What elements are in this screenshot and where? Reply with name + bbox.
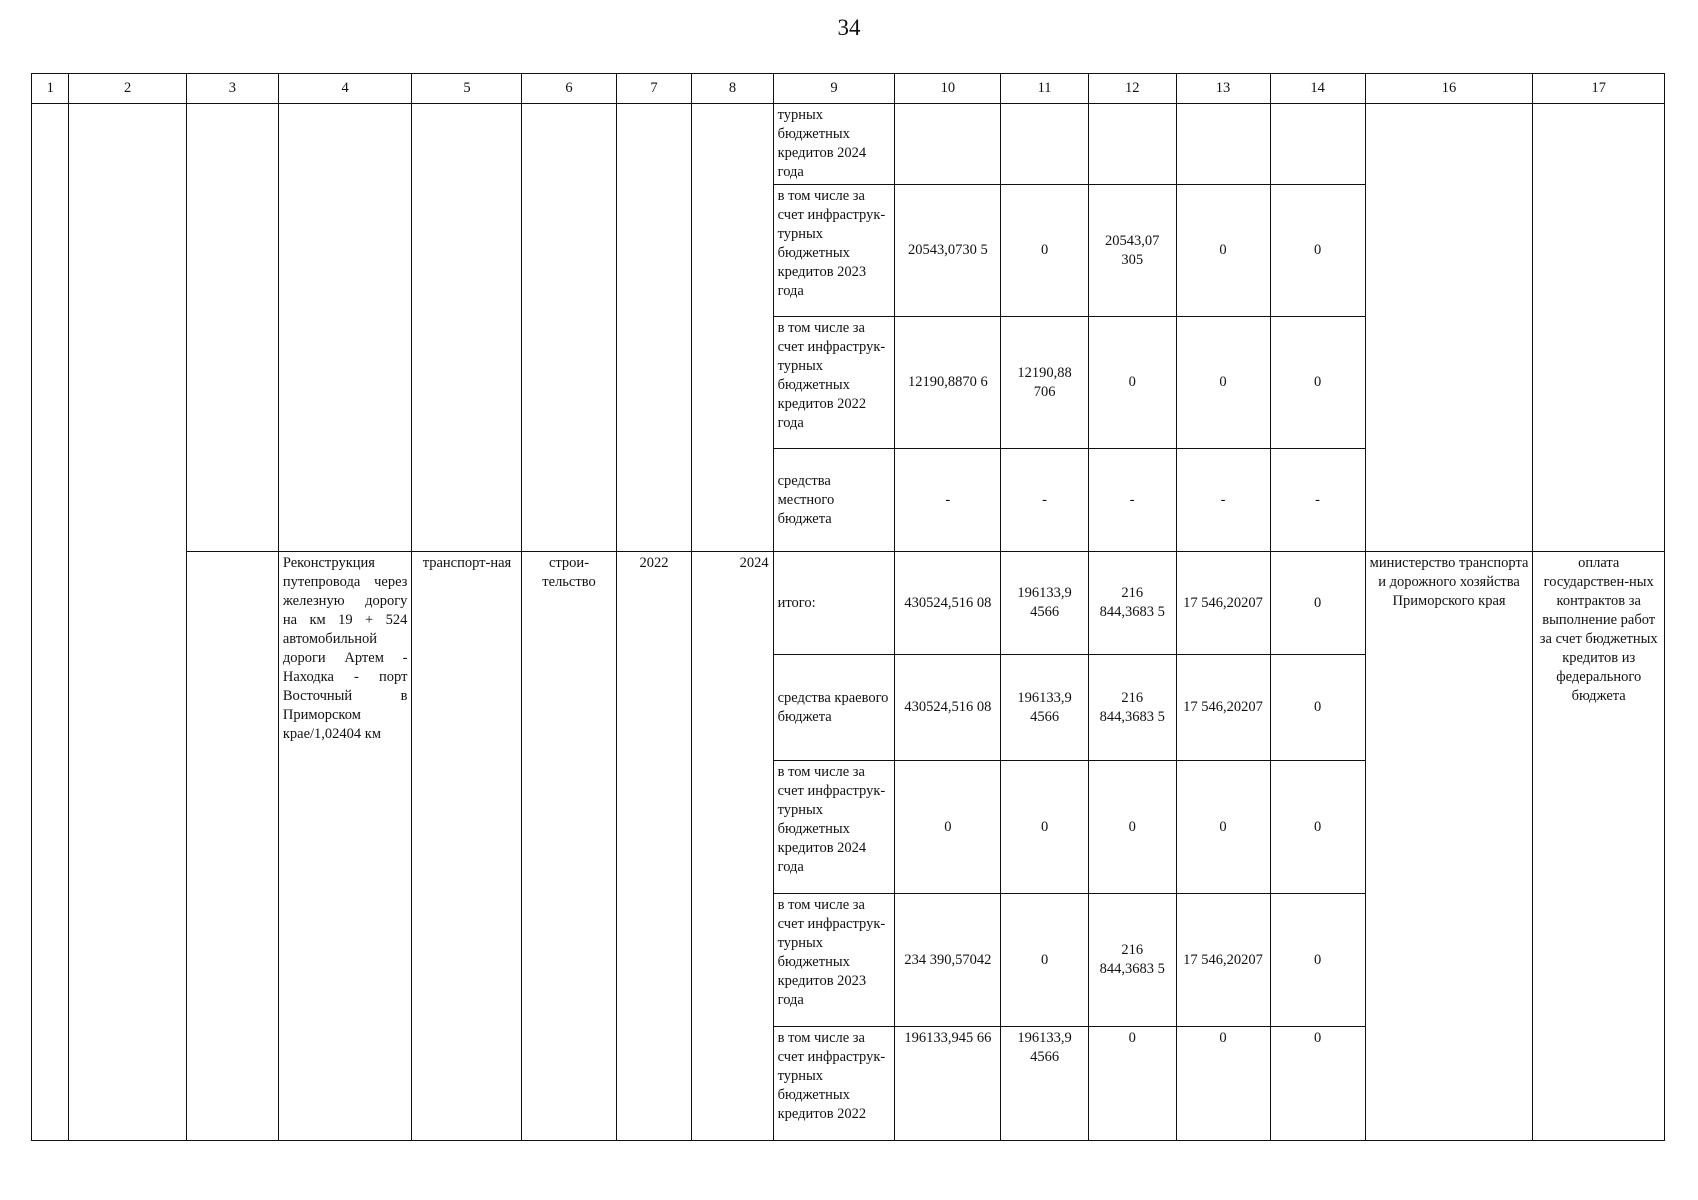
value-cell xyxy=(1001,104,1089,185)
row-label: средства местного бюджета xyxy=(773,449,895,552)
value-cell: 216 844,3683 5 xyxy=(1088,894,1176,1027)
value-cell: - xyxy=(1176,449,1270,552)
object-type: транспорт-ная xyxy=(412,552,522,1141)
header-cell: 4 xyxy=(278,74,412,104)
work-type: строи-тельство xyxy=(522,552,616,1141)
value-cell: 196133,9 4566 xyxy=(1001,552,1089,655)
value-cell xyxy=(1270,104,1365,185)
value-cell: 430524,516 08 xyxy=(895,552,1001,655)
value-cell: 0 xyxy=(1088,1027,1176,1141)
value-cell: - xyxy=(1088,449,1176,552)
page-number: 34 xyxy=(837,15,861,40)
header-cell: 8 xyxy=(692,74,773,104)
cell-col3 xyxy=(186,552,278,1141)
header-cell: 12 xyxy=(1088,74,1176,104)
value-cell: 17 546,20207 xyxy=(1176,552,1270,655)
expense-purpose: оплата государствен-ных контрактов за выполнение работ за счет бюджетных кредитов из федерального бюджета xyxy=(1533,552,1665,1141)
header-cell: 5 xyxy=(412,74,522,104)
value-cell: 0 xyxy=(1088,317,1176,449)
cell-col6 xyxy=(522,104,616,552)
value-cell: 0 xyxy=(1270,552,1365,655)
cell-col16 xyxy=(1365,104,1533,552)
value-cell xyxy=(895,104,1001,185)
value-cell: 0 xyxy=(1176,317,1270,449)
value-cell: 20543,07 305 xyxy=(1088,185,1176,317)
cell-col4 xyxy=(278,104,412,552)
row-label: средства краевого бюджета xyxy=(773,655,895,761)
budget-table xyxy=(31,73,1665,1141)
object-name: Реконструкция путепровода через железную дорогу на км 19 + 524 автомобильной дороги Артем - Находка - порт Восточный в Приморском крае/1,02404 км xyxy=(278,552,412,1141)
header-row xyxy=(32,74,1665,104)
value-cell: 430524,516 08 xyxy=(895,655,1001,761)
value-cell: 0 xyxy=(1270,1027,1365,1141)
row-label: в том числе за счет инфраструк-турных бюджетных кредитов 2023 года xyxy=(773,894,895,1027)
value-cell: 0 xyxy=(1270,894,1365,1027)
end-year: 2024 xyxy=(692,552,773,1141)
start-year: 2022 xyxy=(616,552,692,1141)
cell-col5 xyxy=(412,104,522,552)
value-cell: - xyxy=(1001,449,1089,552)
row-label: в том числе за счет инфраструк-турных бюджетных кредитов 2024 года xyxy=(773,761,895,894)
value-cell: - xyxy=(1270,449,1365,552)
header-cell: 17 xyxy=(1533,74,1665,104)
row-label: в том числе за счет инфраструк-турных бюджетных кредитов 2022 года xyxy=(773,317,895,449)
header-cell: 2 xyxy=(69,74,187,104)
value-cell: 196133,9 4566 xyxy=(1001,1027,1089,1141)
value-cell: 196133,9 4566 xyxy=(1001,655,1089,761)
cell-col8 xyxy=(692,104,773,552)
value-cell: 216 844,3683 5 xyxy=(1088,655,1176,761)
header-cell: 13 xyxy=(1176,74,1270,104)
value-cell: 0 xyxy=(1270,317,1365,449)
value-cell: 196133,945 66 xyxy=(895,1027,1001,1141)
header-cell: 3 xyxy=(186,74,278,104)
responsible-agency: министерство транспорта и дорожного хозяйства Приморского края xyxy=(1365,552,1533,1141)
value-cell: 0 xyxy=(1176,185,1270,317)
value-cell: 234 390,57042 xyxy=(895,894,1001,1027)
value-cell: 0 xyxy=(1176,761,1270,894)
value-cell: 0 xyxy=(1270,185,1365,317)
cell-col1 xyxy=(32,104,69,1141)
header-cell: 11 xyxy=(1001,74,1089,104)
header-cell: 1 xyxy=(32,74,69,104)
value-cell: 12190,88 706 xyxy=(1001,317,1089,449)
value-cell: 0 xyxy=(1088,761,1176,894)
cell-col3 xyxy=(186,104,278,552)
value-cell: 17 546,20207 xyxy=(1176,655,1270,761)
header-cell: 6 xyxy=(522,74,616,104)
value-cell: 0 xyxy=(1001,761,1089,894)
value-cell: 0 xyxy=(1001,894,1089,1027)
value-cell: 12190,8870 6 xyxy=(895,317,1001,449)
table-row xyxy=(32,104,1665,185)
cell-col2 xyxy=(69,104,187,1141)
value-cell: 0 xyxy=(1176,1027,1270,1141)
header-cell: 16 xyxy=(1365,74,1533,104)
cell-col17 xyxy=(1533,104,1665,552)
header-cell: 7 xyxy=(616,74,692,104)
row-label: итого: xyxy=(773,552,895,655)
header-cell: 14 xyxy=(1270,74,1365,104)
header-cell: 9 xyxy=(773,74,895,104)
cell-col7 xyxy=(616,104,692,552)
value-cell: 0 xyxy=(1270,761,1365,894)
value-cell: 216 844,3683 5 xyxy=(1088,552,1176,655)
header-cell: 10 xyxy=(895,74,1001,104)
row-label: турных бюджетных кредитов 2024 года xyxy=(773,104,895,185)
value-cell: 0 xyxy=(1001,185,1089,317)
row-label: в том числе за счет инфраструк-турных бюджетных кредитов 2022 xyxy=(773,1027,895,1141)
value-cell xyxy=(1176,104,1270,185)
value-cell: 17 546,20207 xyxy=(1176,894,1270,1027)
table-row xyxy=(32,552,1665,655)
value-cell xyxy=(1088,104,1176,185)
value-cell: 20543,0730 5 xyxy=(895,185,1001,317)
row-label: в том числе за счет инфраструк-турных бюджетных кредитов 2023 года xyxy=(773,185,895,317)
value-cell: 0 xyxy=(1270,655,1365,761)
value-cell: 0 xyxy=(895,761,1001,894)
value-cell: - xyxy=(895,449,1001,552)
